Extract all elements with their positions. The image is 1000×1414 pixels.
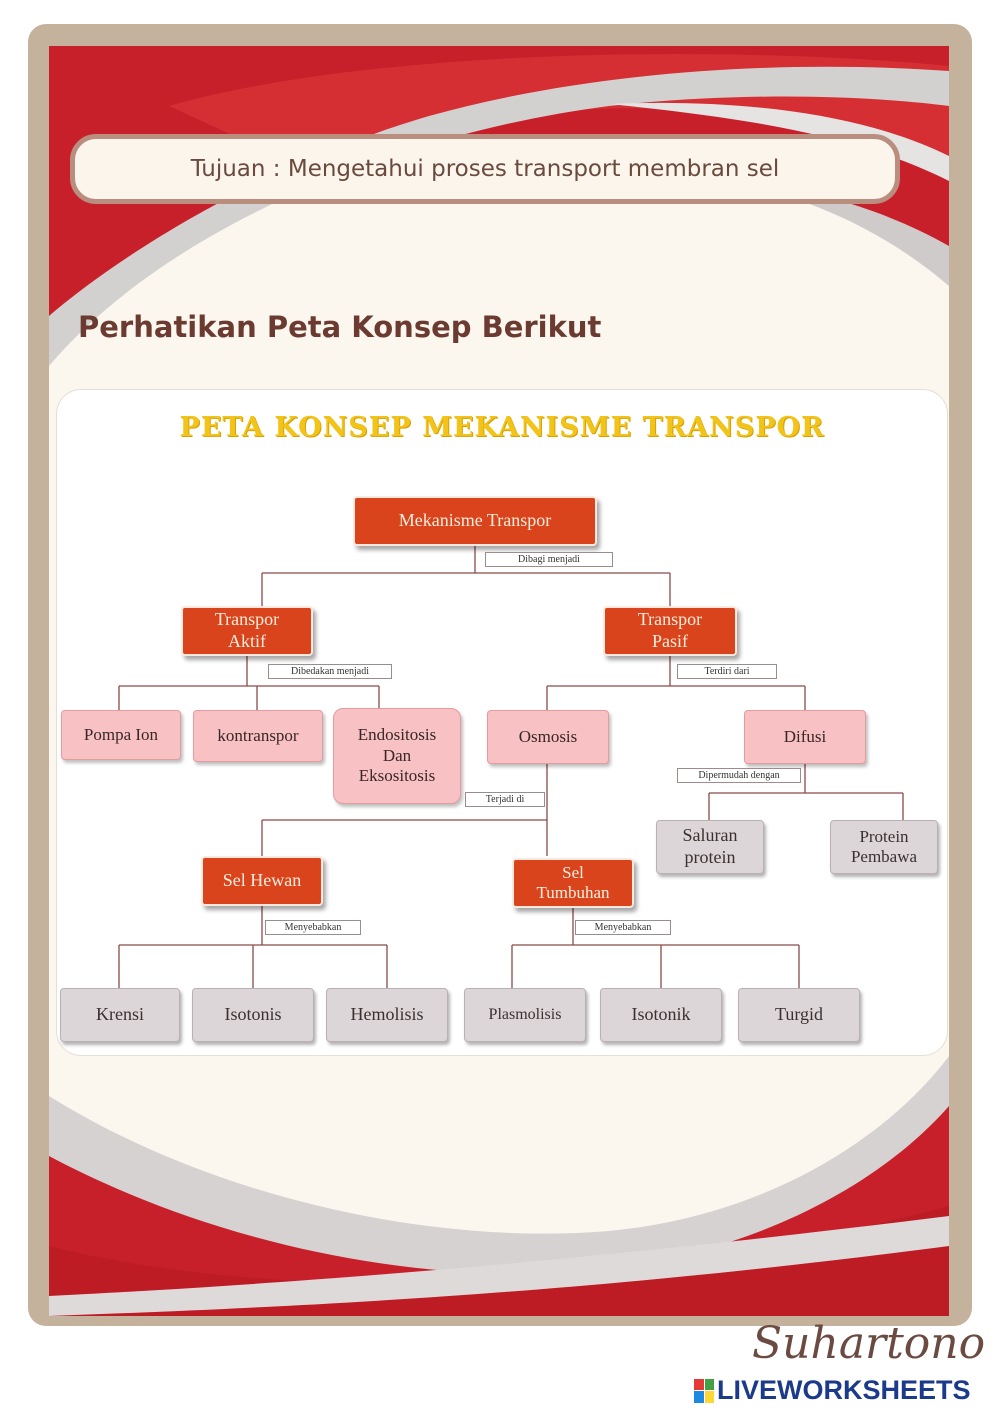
link-label-dipermudah: Dipermudah dengan — [677, 768, 801, 783]
goal-box — [70, 134, 900, 204]
link-label-menyebabkan-tumbuhan: Menyebabkan — [575, 920, 671, 935]
node-protein-pembawa: Protein Pembawa — [830, 820, 938, 874]
link-label-dibagi: Dibagi menjadi — [485, 552, 613, 567]
node-isotonik: Isotonik — [600, 988, 722, 1042]
node-transpor-aktif: Transpor Aktif — [181, 606, 313, 656]
node-hemolisis: Hemolisis — [326, 988, 448, 1042]
concept-map — [57, 390, 947, 1055]
link-label-terjadi: Terjadi di — [465, 792, 545, 807]
node-mekanisme-transpor: Mekanisme Transpor — [353, 496, 597, 546]
link-label-dibedakan: Dibedakan menjadi — [268, 664, 392, 679]
node-osmosis: Osmosis — [487, 710, 609, 764]
node-krensi: Krensi — [60, 988, 180, 1042]
goal-text: Tujuan : Mengetahui proses transport membran sel — [190, 156, 780, 182]
brand-name: LIVEWORKSHEETS — [717, 1375, 971, 1405]
section-heading: Perhatikan Peta Konsep Berikut — [78, 310, 602, 344]
node-sel-hewan: Sel Hewan — [201, 856, 323, 906]
liveworksheets-icon — [694, 1379, 714, 1403]
author-signature: Suhartono — [752, 1318, 986, 1369]
brand-logo — [694, 1375, 971, 1406]
node-sel-tumbuhan: Sel Tumbuhan — [512, 858, 634, 908]
node-plasmolisis: Plasmolisis — [464, 988, 586, 1042]
node-turgid: Turgid — [738, 988, 860, 1042]
node-isotonis: Isotonis — [192, 988, 314, 1042]
node-kontranspor: kontranspor — [193, 710, 323, 762]
node-pompa-ion: Pompa Ion — [61, 710, 181, 760]
node-saluran-protein: Saluran protein — [656, 820, 764, 874]
node-endositosis-eksositosis: Endositosis Dan Eksositosis — [333, 708, 461, 804]
node-difusi: Difusi — [744, 710, 866, 764]
map-title: PETA KONSEP MEKANISME TRANSPOR — [179, 412, 825, 443]
link-label-menyebabkan-hewan: Menyebabkan — [265, 920, 361, 935]
node-transpor-pasif: Transpor Pasif — [603, 606, 737, 656]
link-label-terdiri: Terdiri dari — [677, 664, 777, 679]
